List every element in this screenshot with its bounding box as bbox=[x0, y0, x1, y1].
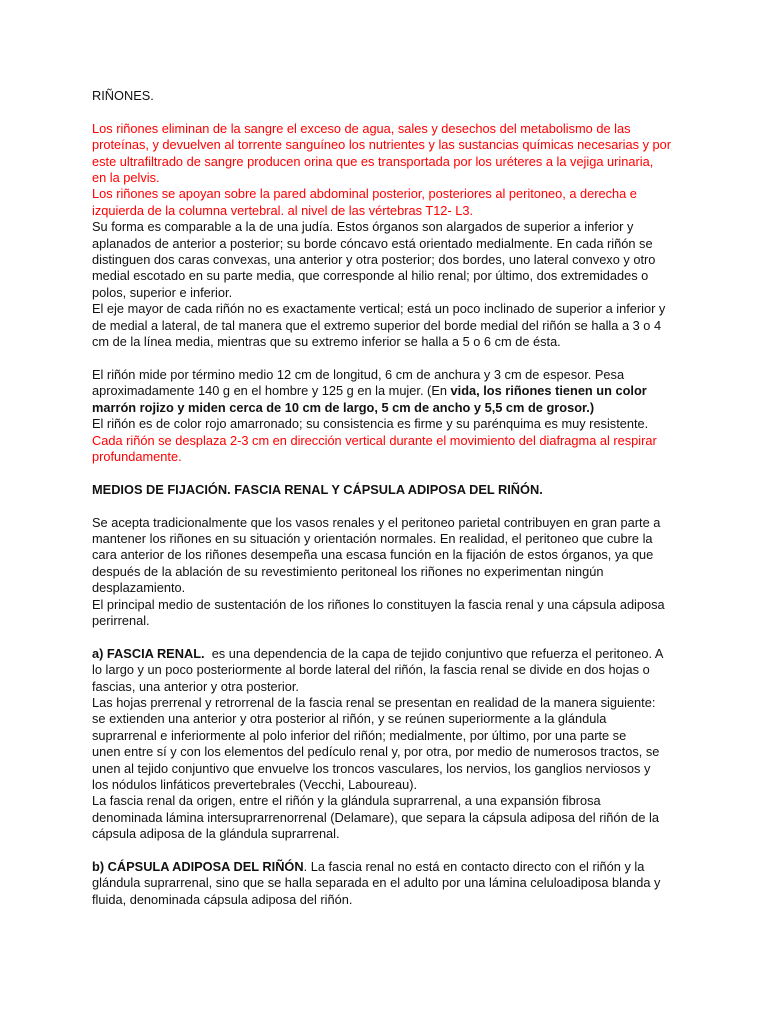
text-line bbox=[92, 646, 702, 662]
text-line: Cada riñón se desplaza 2-3 cm en dirección vertical durante el movimiento del diafragma al respirar bbox=[92, 432, 657, 448]
text-line: cápsula adiposa de la glándula suprarrenal. bbox=[92, 826, 340, 842]
text-line: Su forma es comparable a la de una judía. Estos órganos son alargados de superior a inferior y bbox=[92, 219, 634, 235]
text-line: aplanados de anterior a posterior; su borde cóncavo está orientado medialmente. En cada riñón se bbox=[92, 235, 653, 251]
text-line: medial escotado en su parte media, que corresponde al hilio renal; por último, dos extremidades o bbox=[92, 268, 649, 284]
intro-red-paragraph bbox=[92, 121, 702, 219]
text-line: después de la ablación de su revestimiento peritoneal los riñones no experimentan ningún bbox=[92, 563, 604, 579]
capsule-label: b) CÁPSULA ADIPOSA DEL RIÑÓN bbox=[92, 859, 304, 874]
bold-text-line: marrón rojizo y miden cerca de 10 cm de largo, 5 cm de ancho y 5,5 cm de grosor.) bbox=[92, 399, 595, 415]
text-line: suprarrenal e inferiormente al polo inferior del riñón; medialmente, por último, por una parte se bbox=[92, 727, 627, 743]
text-line: Se acepta tradicionalmente que los vasos renales y el peritoneo parietal contribuyen en gran parte a bbox=[92, 514, 661, 530]
capsule-paragraph bbox=[92, 859, 702, 908]
shape-paragraph bbox=[92, 219, 702, 350]
text-line: lo largo y un poco posteriormente al borde lateral del riñón, la fascia renal se divide en dos hojas o bbox=[92, 662, 650, 678]
fixation-paragraph bbox=[92, 515, 702, 630]
text-line: se extienden una anterior y otra posterior al riñón, y se reúnen superiormente a la glándula bbox=[92, 711, 607, 727]
text-line: El riñón mide por término medio 12 cm de longitud, 6 cm de anchura y 3 cm de espesor. Pesa bbox=[92, 366, 625, 382]
text-line: La fascia renal da origen, entre el riñón y la glándula suprarrenal, a una expansión fibrosa bbox=[92, 793, 601, 809]
text-line: unen entre sí y con los elementos del pedículo renal y, por otra, por medio de numerosos tractos, se bbox=[92, 744, 660, 760]
text-line: polos, superior e inferior. bbox=[92, 284, 233, 300]
text-run: . La fascia renal no está en contacto directo con el riñón y la bbox=[303, 859, 645, 874]
text-line: denominada lámina intersuprarrenorrenal (Delamare), que separa la cápsula adiposa del riñón de la bbox=[92, 809, 659, 825]
text-line: perirrenal. bbox=[92, 612, 150, 628]
text-line: fascias, una anterior y otra posterior. bbox=[92, 678, 299, 694]
text-line: profundamente. bbox=[92, 448, 182, 464]
text-line: los nódulos linfáticos prevertebrales (Vecchi, Laboureau). bbox=[92, 776, 418, 792]
text-line bbox=[92, 383, 702, 399]
text-line: en la pelvis. bbox=[92, 170, 160, 186]
text-line: de medial a lateral, de tal manera que el extremo superior del borde medial del riñón se halla a 3 o 4 bbox=[92, 317, 662, 333]
text-line bbox=[92, 859, 702, 875]
text-line: El principal medio de sustentación de los riñones lo constituyen la fascia renal y una cápsula adiposa bbox=[92, 596, 665, 612]
text-line: cm de la línea media, mientras que su extremo inferior se halla a 5 o 6 cm de ésta. bbox=[92, 334, 561, 350]
text-line: desplazamiento. bbox=[92, 580, 186, 596]
text-line: El riñón es de color rojo amarronado; su consistencia es firme y su parénquima es muy resistente. bbox=[92, 416, 649, 432]
text-line: izquierda de la columna vertebral. al nivel de las vértebras T12- L3. bbox=[92, 202, 474, 218]
fascia-paragraph bbox=[92, 646, 702, 843]
document-title: RIÑONES. bbox=[92, 88, 154, 103]
text-run: es una dependencia de la capa de tejido conjuntivo que refuerza el peritoneo. A bbox=[204, 645, 664, 661]
text-line: este ultrafiltrado de sangre producen orina que es transportada por los uréteres a la vejiga urinaria, bbox=[92, 153, 654, 169]
text-line: Los riñones se apoyan sobre la pared abdominal posterior, posteriores al peritoneo, a derecha e bbox=[92, 186, 637, 202]
text-line: glándula suprarrenal, sino que se halla separada en el adulto por una lámina celuloadiposa blanda y bbox=[92, 875, 661, 891]
text-line: cara anterior de los riñones desempeña una escasa función en la fijación de estos órganos, ya que bbox=[92, 547, 654, 563]
text-line: El eje mayor de cada riñón no es exactamente vertical; está un poco inclinado de superior a inferior y bbox=[92, 301, 666, 317]
size-paragraph bbox=[92, 367, 702, 465]
text-line: distinguen dos caras convexas, una anterior y otra posterior; dos bordes, uno lateral convexo y otro bbox=[92, 252, 656, 268]
section-heading: MEDIOS DE FIJACIÓN. FASCIA RENAL Y CÁPSULA ADIPOSA DEL RIÑÓN. bbox=[92, 481, 543, 497]
fascia-label: a) FASCIA RENAL. bbox=[92, 645, 205, 661]
text-line: unen al tejido conjuntivo que envuelve los troncos vasculares, los nervios, los ganglios nerviosos y bbox=[92, 760, 651, 776]
text-line: Los riñones eliminan de la sangre el exceso de agua, sales y desechos del metabolismo de las bbox=[92, 120, 631, 136]
text-line: Las hojas prerrenal y retrorrenal de la fascia renal se presentan en realidad de la manera siguiente: bbox=[92, 694, 656, 710]
text-line: mantener los riñones en su situación y orientación normales. En realidad, el peritoneo que cubre la bbox=[92, 530, 653, 546]
text-run: aproximadamente 140 g en el hombre y 125 g en la mujer. (En bbox=[92, 383, 451, 399]
text-line: proteínas, y devuelven al torrente sanguíneo los nutrientes y las sustancias químicas necesarias y por bbox=[92, 137, 672, 153]
text-line: fluida, denominada cápsula adiposa del riñón. bbox=[92, 891, 353, 907]
bold-text-run: vida, los riñones tienen un color bbox=[450, 383, 647, 399]
